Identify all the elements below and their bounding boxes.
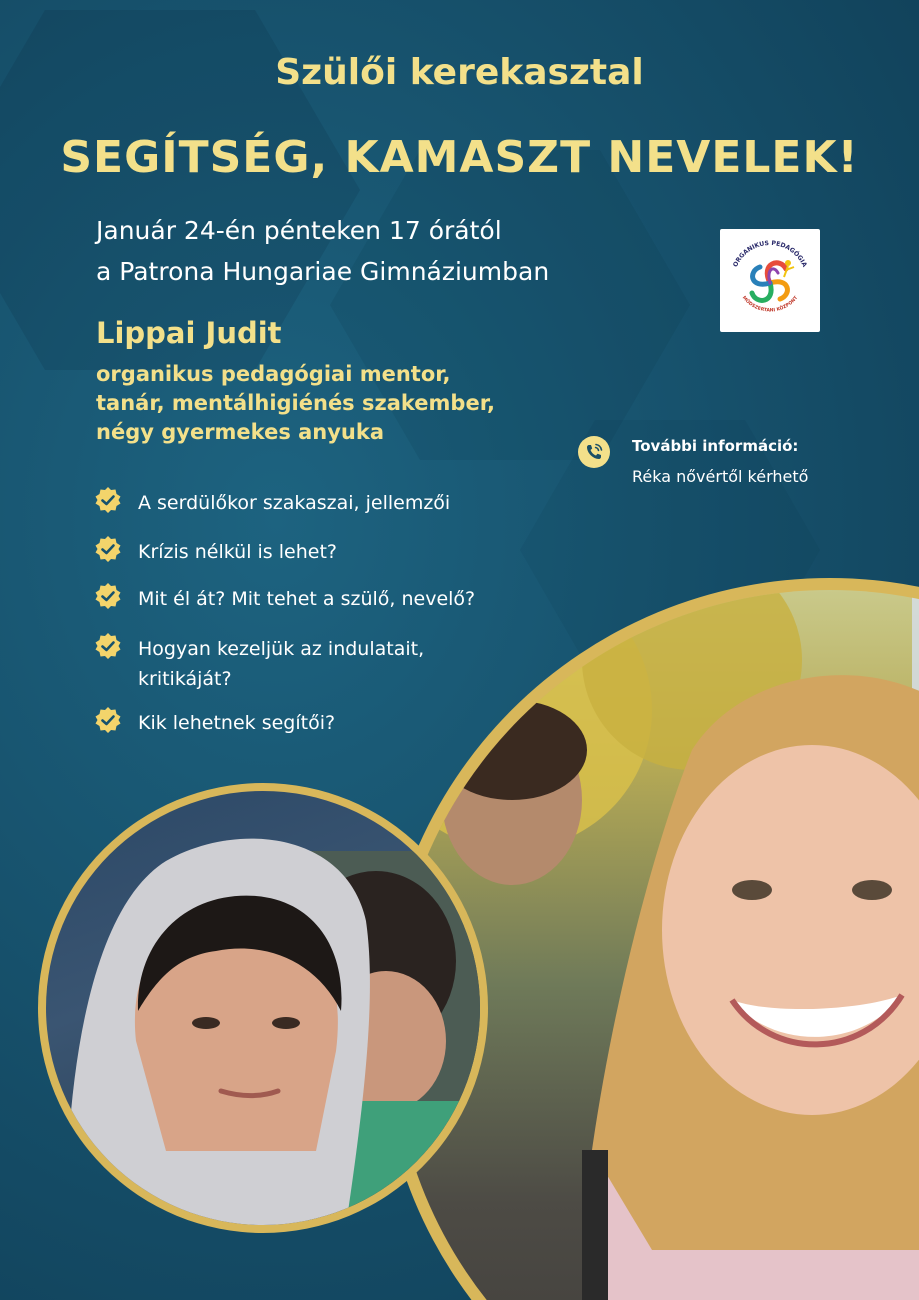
presenter-name: Lippai Judit <box>96 316 282 350</box>
topic-text: Mit él át? Mit tehet a szülő, nevelő? <box>138 588 476 610</box>
presenter-role: tanár, mentálhigiénés szakember, <box>96 391 495 415</box>
hooded-boy-photo <box>46 791 480 1225</box>
badge-check-icon <box>94 486 122 514</box>
event-details <box>96 210 549 292</box>
logo-icon <box>720 229 820 332</box>
presenter-roles <box>96 360 495 447</box>
poster-subtitle: Szülői kerekasztal <box>275 52 644 93</box>
topic-text: Kik lehetnek segítői? <box>138 712 336 734</box>
topic-text: A serdülőkor szakaszai, jellemzői <box>138 492 451 514</box>
logo-arc-text-top: ORGANIKUS PEDAGÓGIA <box>732 239 808 269</box>
badge-check-icon <box>94 632 122 660</box>
topic-line: Hogyan kezeljük az indulatait, <box>138 638 425 660</box>
topic-text: Krízis nélkül is lehet? <box>138 541 337 563</box>
topic-line: kritikáját? <box>138 668 232 690</box>
organikus-pedagogia-logo <box>720 229 820 332</box>
contact-text: Réka nővértől kérhető <box>632 467 809 486</box>
event-date: Január 24-én pénteken 17 órától <box>96 216 502 245</box>
phone-icon <box>578 436 610 468</box>
logo-arc-text-bottom: MÓDSZERTANI KÖZPONT <box>740 295 800 314</box>
badge-check-icon <box>94 582 122 610</box>
event-location: a Patrona Hungariae Gimnáziumban <box>96 257 550 286</box>
badge-check-icon <box>94 706 122 734</box>
presenter-role: négy gyermekes anyuka <box>96 420 385 444</box>
badge-check-icon <box>94 535 122 563</box>
poster-title: SEGÍTSÉG, KAMASZT NEVELEK! <box>60 132 859 183</box>
contact-title: További információ: <box>632 437 799 455</box>
topic-text <box>138 634 518 694</box>
presenter-role: organikus pedagógiai mentor, <box>96 362 451 386</box>
